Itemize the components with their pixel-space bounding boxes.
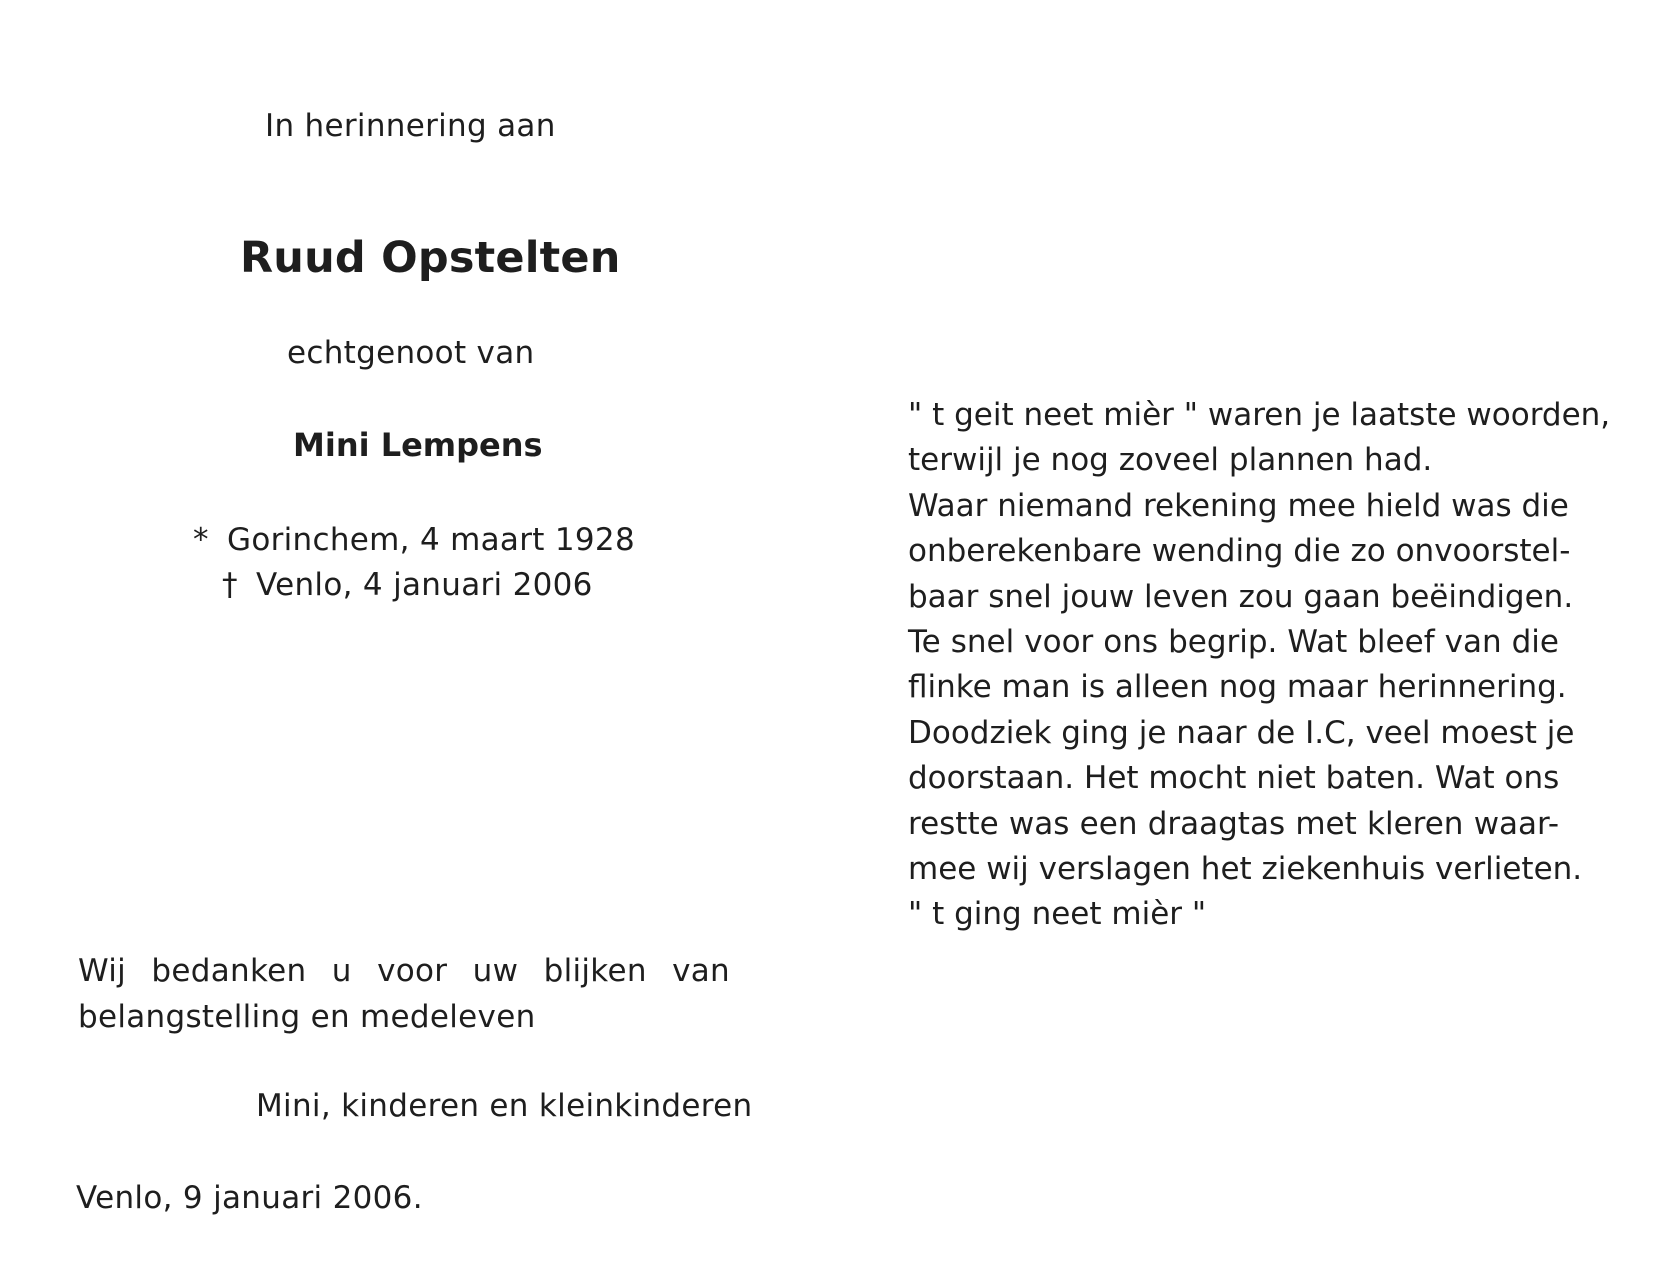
spouse-label: echtgenoot van <box>287 335 535 371</box>
heading: In herinnering aan <box>265 108 556 144</box>
poem-line: flinke man is alleen nog maar herinnering. <box>908 669 1567 706</box>
poem-line: Waar niemand rekening mee hield was die <box>908 487 1569 524</box>
poem-line: " t geit neet mièr " waren je laatste woorden, <box>908 397 1611 433</box>
poem-line: " t ging neet mièr " <box>908 896 1207 933</box>
deceased-name: Ruud Opstelten <box>240 233 621 283</box>
poem-line: doorstaan. Het mocht niet baten. Wat ons <box>908 760 1560 797</box>
poem-line: baar snel jouw leven zou gaan beëindigen. <box>908 578 1574 615</box>
thanks-paragraph <box>78 948 730 1040</box>
poem-line: Te snel voor ons begrip. Wat bleef van die <box>908 623 1559 660</box>
poem-line: restte was een draagtas met kleren waar- <box>908 805 1559 842</box>
card-date: Venlo, 9 januari 2006. <box>76 1180 423 1216</box>
death-text: Venlo, 4 januari 2006 <box>256 567 593 603</box>
birth-line <box>193 522 635 558</box>
birth-text: Gorinchem, 4 maart 1928 <box>227 522 635 558</box>
death-cross-icon: † <box>222 567 238 603</box>
death-line <box>222 567 593 603</box>
poem-line: Doodziek ging je naar de I.C, veel moest je <box>908 714 1575 751</box>
spouse-name: Mini Lempens <box>293 426 543 464</box>
birth-star-icon: * <box>193 522 209 558</box>
poem-line: mee wij verslagen het ziekenhuis verlieten. <box>908 850 1583 887</box>
thanks-line: belangstelling en medeleven <box>78 999 536 1035</box>
poem-line: onberekenbare wending die zo onvoorstel- <box>908 533 1571 570</box>
poem <box>908 393 1611 938</box>
family-signature: Mini, kinderen en kleinkinderen <box>256 1088 753 1124</box>
poem-line: terwijl je nog zoveel plannen had. <box>908 442 1433 479</box>
thanks-line: Wij bedanken u voor uw blijken van <box>78 953 730 989</box>
